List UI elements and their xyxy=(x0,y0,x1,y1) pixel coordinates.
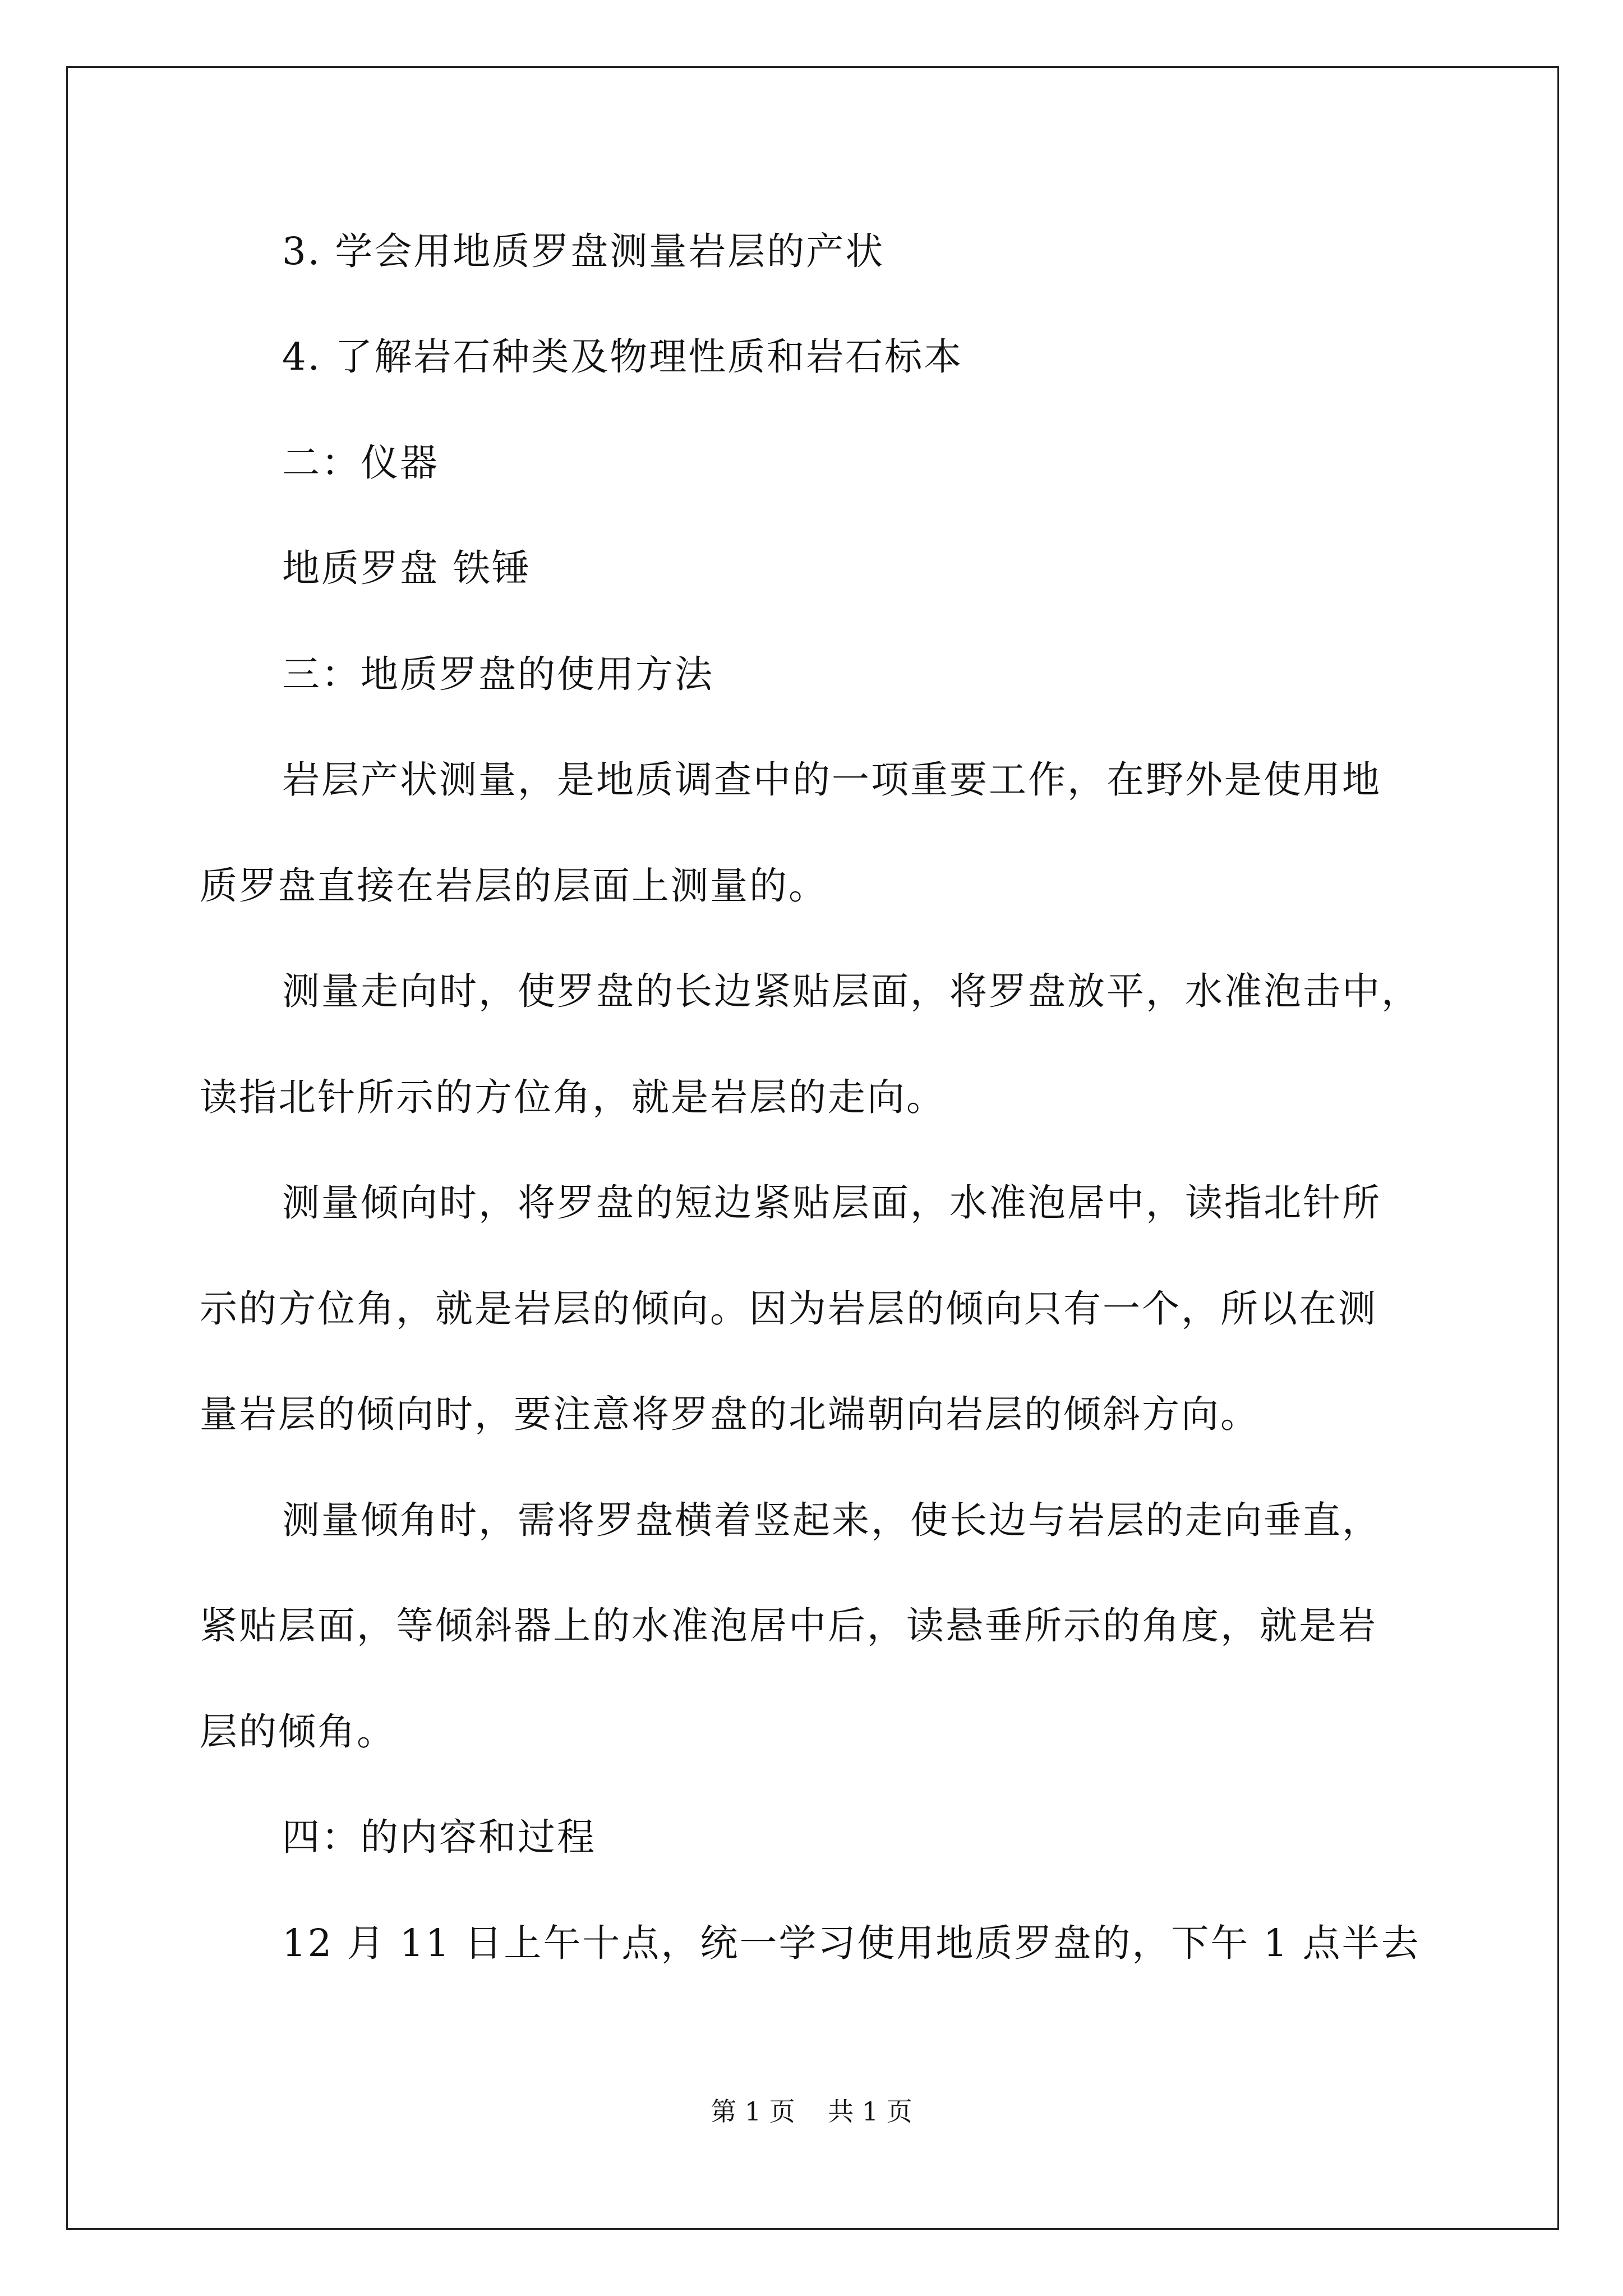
paragraph-line: 质罗盘直接在岩层的层面上测量的。 xyxy=(200,864,828,908)
page-footer: 第 1 页 共 1 页 xyxy=(711,2096,912,2127)
section-heading-instruments: 二：仪器 xyxy=(282,441,439,485)
paragraph-line: 岩层产状测量，是地质调查中的一项重要工作，在野外是使用地 xyxy=(282,758,1381,802)
instrument-list: 地质罗盘 铁锤 xyxy=(282,546,532,590)
list-item-4: 4. 了解岩石种类及物理性质和岩石标本 xyxy=(282,335,963,379)
paragraph-line: 紧贴层面，等倾斜器上的水准泡居中后，读悬垂所示的角度，就是岩 xyxy=(200,1604,1377,1648)
page-border xyxy=(66,66,1559,2230)
paragraph-line: 测量倾角时，需将罗盘横着竖起来，使长边与岩层的走向垂直， xyxy=(282,1498,1381,1542)
paragraph-line: 12 月 11 日上午十点，统一学习使用地质罗盘的，下午 1 点半去 xyxy=(282,1921,1421,1965)
paragraph-line: 测量倾向时，将罗盘的短边紧贴层面，水准泡居中，读指北针所 xyxy=(282,1181,1381,1225)
section-heading-content: 四：的内容和过程 xyxy=(282,1815,596,1859)
paragraph-line: 测量走向时，使罗盘的长边紧贴层面，将罗盘放平，水准泡击中， xyxy=(282,969,1421,1013)
section-heading-method: 三：地质罗盘的使用方法 xyxy=(282,652,714,696)
list-item-3: 3. 学会用地质罗盘测量岩层的产状 xyxy=(282,229,885,273)
paragraph-line: 量岩层的倾向时，要注意将罗盘的北端朝向岩层的倾斜方向。 xyxy=(200,1392,1260,1436)
paragraph-line: 层的倾角。 xyxy=(200,1710,396,1754)
paragraph-line: 示的方位角，就是岩层的倾向。因为岩层的倾向只有一个，所以在测 xyxy=(200,1287,1377,1331)
paragraph-line: 读指北针所示的方位角，就是岩层的走向。 xyxy=(200,1075,946,1119)
